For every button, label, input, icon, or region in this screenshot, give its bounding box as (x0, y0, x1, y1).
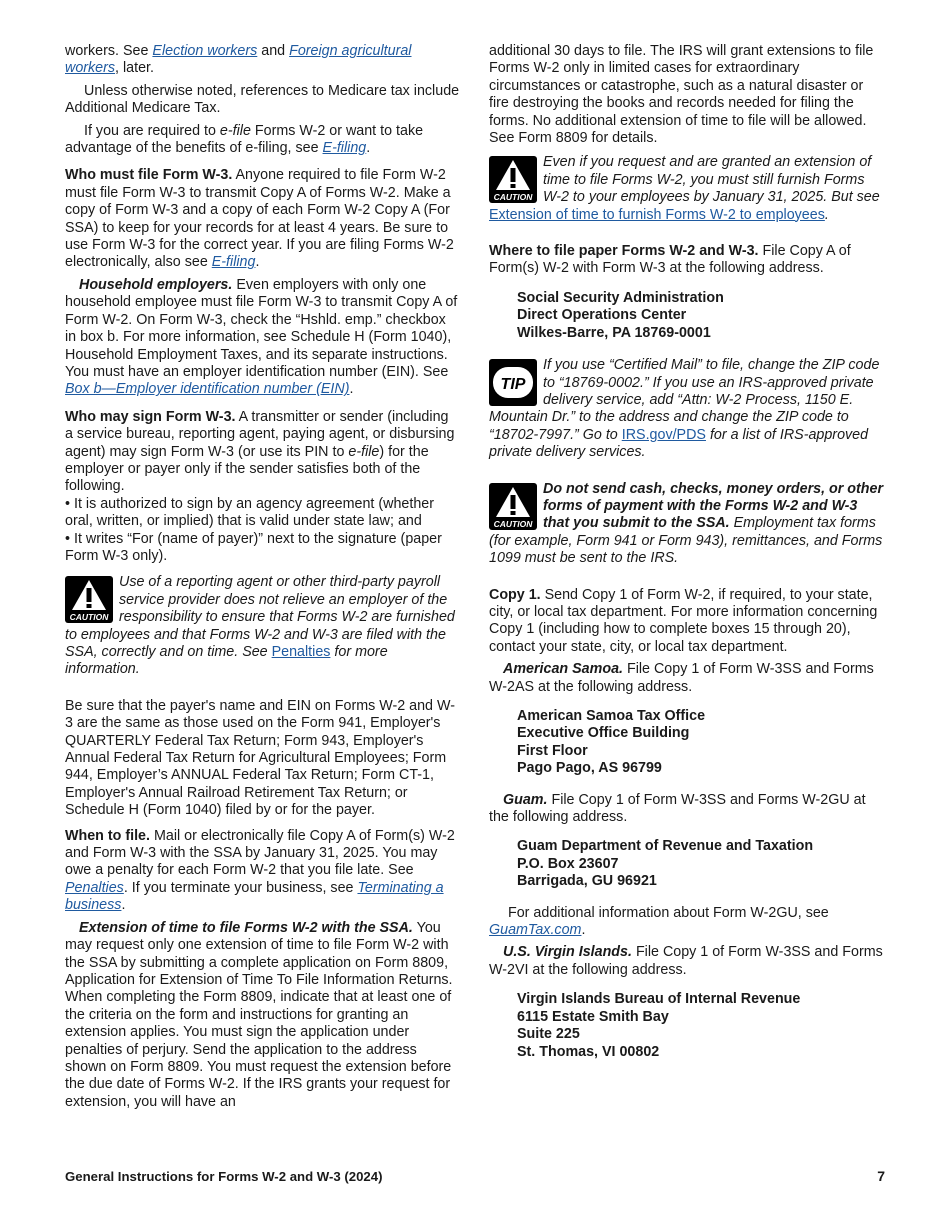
caution-icon (489, 156, 537, 203)
copy1-section: Copy 1. Send Copy 1 of Form W-2, if required, to your state, city, or local tax department. For more information concerning Copy 1 (including how to complete boxes 15 through 20), contact your state, city, or local tax department. (489, 586, 878, 655)
where-to-file-section: Where to file paper Forms W-2 and W-3. File Copy A of Form(s) W-2 with Form W-3 at the following address. (489, 243, 851, 277)
caution-note: CAUTION Even if you request and are granted an extension of time to file Forms W-2, you must still furnish Forms W-2 to your employees by January 31, 2025. But see Extension of time to furnish Forms W-2 to employees. (489, 154, 880, 223)
ssa-address: Social Security Administration Direct Operations Center Wilkes-Barre, PA 18769-0001 (517, 289, 724, 341)
foreign-agricultural-workers-link[interactable]: Foreign agricultural workers (65, 43, 412, 77)
vi-address: Virgin Islands Bureau of Internal Revenue 6115 Estate Smith Bay Suite 225 St. Thomas, VI 00802 (517, 991, 801, 1060)
terminating-business-link[interactable]: Terminating a business (65, 879, 444, 914)
guam-address: Guam Department of Revenue and Taxation P.O. Box 23607 Barrigada, GU 96921 (517, 838, 814, 890)
subsection-heading: Household employers. (79, 276, 233, 293)
svg-text:CAUTION: CAUTION (69, 612, 109, 623)
e-filing-link-2[interactable]: E-filing (211, 254, 256, 271)
guamtax-link[interactable]: GuamTax.com (489, 922, 582, 939)
medicare-note: Unless otherwise noted, references to Medicare tax include Additional Medicare Tax. (65, 82, 460, 117)
page-number: 7 (877, 1168, 885, 1184)
extension-section: Extension of time to file Forms W-2 with the SSA. You may request only one extension of time to file Form W-2 with the SSA by submitting a complete application on Form 8809, Application for Extension of Time To File Information Returns. When completing the Form 8809, indicate that at least one of the criteria on the form and instructions for granting an extension applies. You must sign the application under penalties of perjury. Send the application to the address shown on Form 8809. You must request the extension before the due date of Forms W-2. If the IRS grants your request for extension, you will have an (65, 919, 453, 1110)
caution-note: CAUTION Do not send cash, checks, money orders, or other forms of payment with the Forms W-2 and W-3 that you submit to the SSA. Employment tax forms (for example, Form 941 or Form 943), remittances, and Forms 1099 must be sent to the IRS. (489, 480, 884, 567)
page-footer (65, 1168, 885, 1185)
efile-paragraph: If you are required to e-file Forms W-2 or want to take advantage of the benefits of e-filing, see E-filing. (65, 122, 424, 157)
bullet-item: • It writes “For (name of payer)” next to the signature (paper Form W-3 only). (65, 530, 442, 564)
paragraph: additional 30 days to file. The IRS will grant extensions to file Forms W-2 only in limited cases for extraordinary circumstances or catastrophe, such as a natural disaster or fire destroying the books and records needed for filing the forms. No additional extension of time to file will be allowed. See Form 8809 for details. (489, 43, 874, 147)
subsection-heading: Extension of time to file Forms W-2 with the SSA. (79, 919, 413, 936)
household-employers-section: Household employers. Even employers with only one household employee must file Form W-3 to transmit Copy A of Form W-2. On Form W-3, check the “Hshld. emp.” checkbox in box b. For more information, see Schedule H (Form 1040), Household Employment Taxes, and its separate instructions. You must have an employer identification number (EIN). See Box b—Employer identification number (EIN). (65, 276, 458, 398)
svg-text:CAUTION: CAUTION (493, 518, 533, 529)
tip-icon (489, 359, 537, 406)
section-heading: Who must file Form W-3. (65, 167, 233, 184)
paragraph: workers. See Election workers and Foreign agricultural workers, later. (65, 43, 412, 77)
bullet-item: • It is authorized to sign by an agency agreement (whether oral, written, or implied) that is valid under state law; and (65, 495, 434, 530)
subsection-heading: American Samoa. (503, 661, 623, 678)
e-filing-link[interactable]: E-filing (322, 140, 367, 157)
guam-section: Guam. File Copy 1 of Form W-3SS and Forms W-2GU at the following address. (489, 791, 866, 826)
caution-icon (489, 483, 537, 530)
election-workers-link[interactable]: Election workers (152, 43, 258, 59)
penalties-link[interactable]: Penalties (271, 644, 331, 660)
footer-title: General Instructions for Forms W-2 and W-3 (2024) (65, 1169, 383, 1184)
section-heading: Where to file paper Forms W-2 and W-3. (489, 243, 759, 260)
caution-note: CAUTION Use of a reporting agent or other third-party payroll service provider does not relieve an employer of the responsibility to ensure that Forms W-2 are furnished to employees and that Forms W-2 and W-3 are filed with the SSA, correctly and on time. See Penalties for more information. (65, 574, 455, 678)
be-sure-paragraph: Be sure that the payer's name and EIN on Forms W-2 and W-3 are the same as those used on the Form 941, Employer's QUARTERLY Federal Tax Return; Form 943, Employer's Annual Federal Tax Return for Agricultural Employees; Form 944, Employer’s ANNUAL Federal Tax Return; Form CT-1, Employer's Annual Railroad Retirement Tax Return; or Schedule H (Form 1040) filed by or for the payer. (65, 697, 455, 819)
when-to-file-section: When to file. Mail or electronically file Copy A of Form(s) W-2 and Form W-3 with the SSA by January 31, 2025. You may owe a penalty for each Form W-2 that you file late. See Penalties. If you terminate your business, see Terminating a business. (65, 827, 455, 914)
subsection-heading: U.S. Virgin Islands. (503, 944, 632, 961)
tip-note: TIP If you use “Certified Mail” to file, change the ZIP code to “18769-0002.” If you use an IRS-approved private delivery service, add “Attn: W-2 Process, 1150 E. Mountain Dr.” to the address and change the ZIP code to “18702-7997.” Go to IRS.gov/PDS for a list of IRS-approved private delivery services. (489, 357, 880, 461)
box-b-ein-link[interactable]: Box b—Employer identification number (EIN) (65, 381, 350, 398)
right-column (489, 43, 885, 1075)
svg-text:TIP: TIP (500, 376, 526, 394)
caution-icon (65, 576, 113, 623)
irs-pds-link[interactable]: IRS.gov/PDS (621, 426, 706, 443)
penalties-link-2[interactable]: Penalties (65, 879, 124, 896)
samoa-address: American Samoa Tax Office Executive Office Building First Floor Pago Pago, AS 96799 (517, 708, 706, 777)
subsection-heading: Guam. (503, 791, 548, 808)
section-heading: When to file. (65, 827, 150, 844)
who-must-file-section: Who must file Form W-3. Anyone required to file Form W-2 must file Form W-3 to transmit Copy A of Forms W-2. Make a copy of Form W-3 and a copy of each Form W-2 Copy A (For SSA) to keep for your records for at least 4 years. Be sure to use Form W-3 for the correct year. If you are filing Forms W-2 electronically, also see E-filing. (65, 167, 454, 271)
virgin-islands-section: U.S. Virgin Islands. File Copy 1 of Form W-3SS and Forms W-2VI at the following address. (489, 944, 883, 978)
svg-text:CAUTION: CAUTION (493, 192, 533, 203)
section-heading: Copy 1. (489, 586, 541, 603)
american-samoa-section: American Samoa. File Copy 1 of Form W-3SS and Forms W-2AS at the following address. (489, 661, 874, 695)
guam-info: For additional information about Form W-2GU, see GuamTax.com. (489, 904, 829, 939)
extension-furnish-link[interactable]: Extension of time to furnish Forms W-2 to employees (489, 206, 825, 223)
who-may-sign-section: Who may sign Form W-3. A transmitter or sender (including a service bureau, reporting agent, paying agent, or disbursing agent) may sign Form W-3 (or use its PIN to e-file) for the employer or payer only if the sender satisfies both of the following. (65, 408, 455, 495)
left-column (65, 43, 460, 1116)
section-heading: Who may sign Form W-3. (65, 408, 236, 425)
